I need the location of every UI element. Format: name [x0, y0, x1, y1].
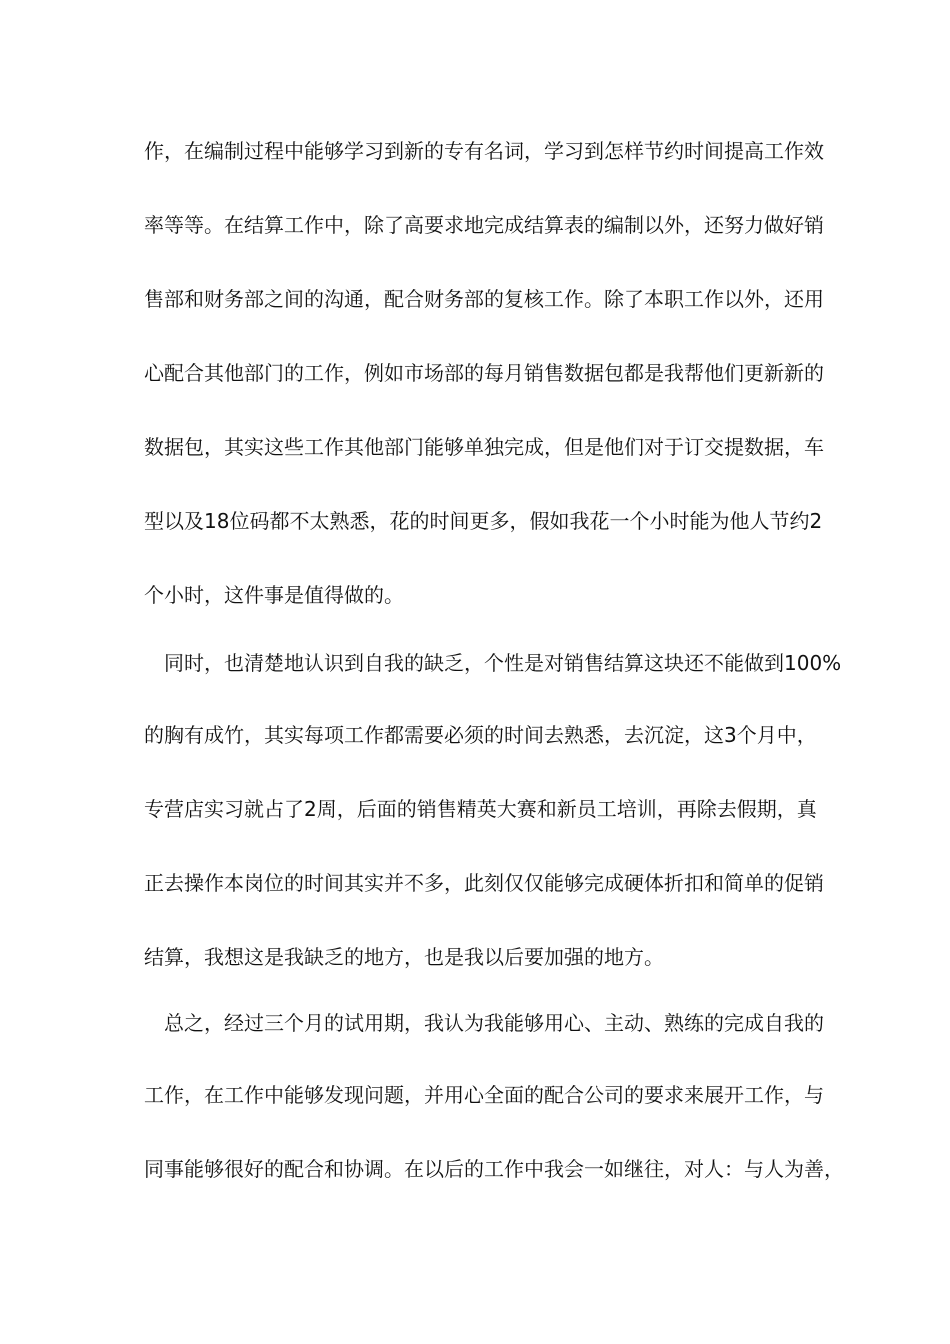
- paragraph-line-5: 数据包，其实这些工作其他部门能够单独完成，但是他们对于订交提数据，车: [144, 435, 824, 459]
- paragraph-line-10: 专营店实习就占了2周，后面的销售精英大赛和新员工培训，再除去假期，真: [144, 797, 817, 821]
- paragraph-line-9: 的胸有成竹，其实每项工作都需要必须的时间去熟悉，去沉淀，这3个月中，: [144, 723, 817, 747]
- paragraph-line-3: 售部和财务部之间的沟通，配合财务部的复核工作。除了本职工作以外，还用: [144, 287, 824, 311]
- paragraph-line-11: 正去操作本岗位的时间其实并不多，此刻仅仅能够完成硬体折扣和简单的促销: [144, 871, 824, 895]
- paragraph-line-1: 作，在编制过程中能够学习到新的专有名词，学习到怎样节约时间提高工作效: [144, 139, 824, 163]
- paragraph-line-2: 率等等。在结算工作中，除了高要求地完成结算表的编制以外，还努力做好销: [144, 213, 824, 237]
- paragraph-line-8: 同时，也清楚地认识到自我的缺乏，个性是对销售结算这块还不能做到100%: [144, 651, 842, 675]
- paragraph-line-6: 型以及18位码都不太熟悉，花的时间更多，假如我花一个小时能为他人节约2: [144, 509, 823, 533]
- paragraph-line-13: 总之，经过三个月的试用期，我认为我能够用心、主动、熟练的完成自我的: [144, 1011, 824, 1035]
- paragraph-line-15: 同事能够很好的配合和协调。在以后的工作中我会一如继往，对人：与人为善，: [144, 1157, 844, 1181]
- paragraph-line-14: 工作，在工作中能够发现问题，并用心全面的配合公司的要求来展开工作，与: [144, 1083, 824, 1107]
- paragraph-line-4: 心配合其他部门的工作，例如市场部的每月销售数据包都是我帮他们更新新的: [144, 361, 824, 385]
- paragraph-line-12: 结算，我想这是我缺乏的地方，也是我以后要加强的地方。: [144, 945, 664, 969]
- paragraph-line-7: 个小时，这件事是值得做的。: [144, 583, 404, 607]
